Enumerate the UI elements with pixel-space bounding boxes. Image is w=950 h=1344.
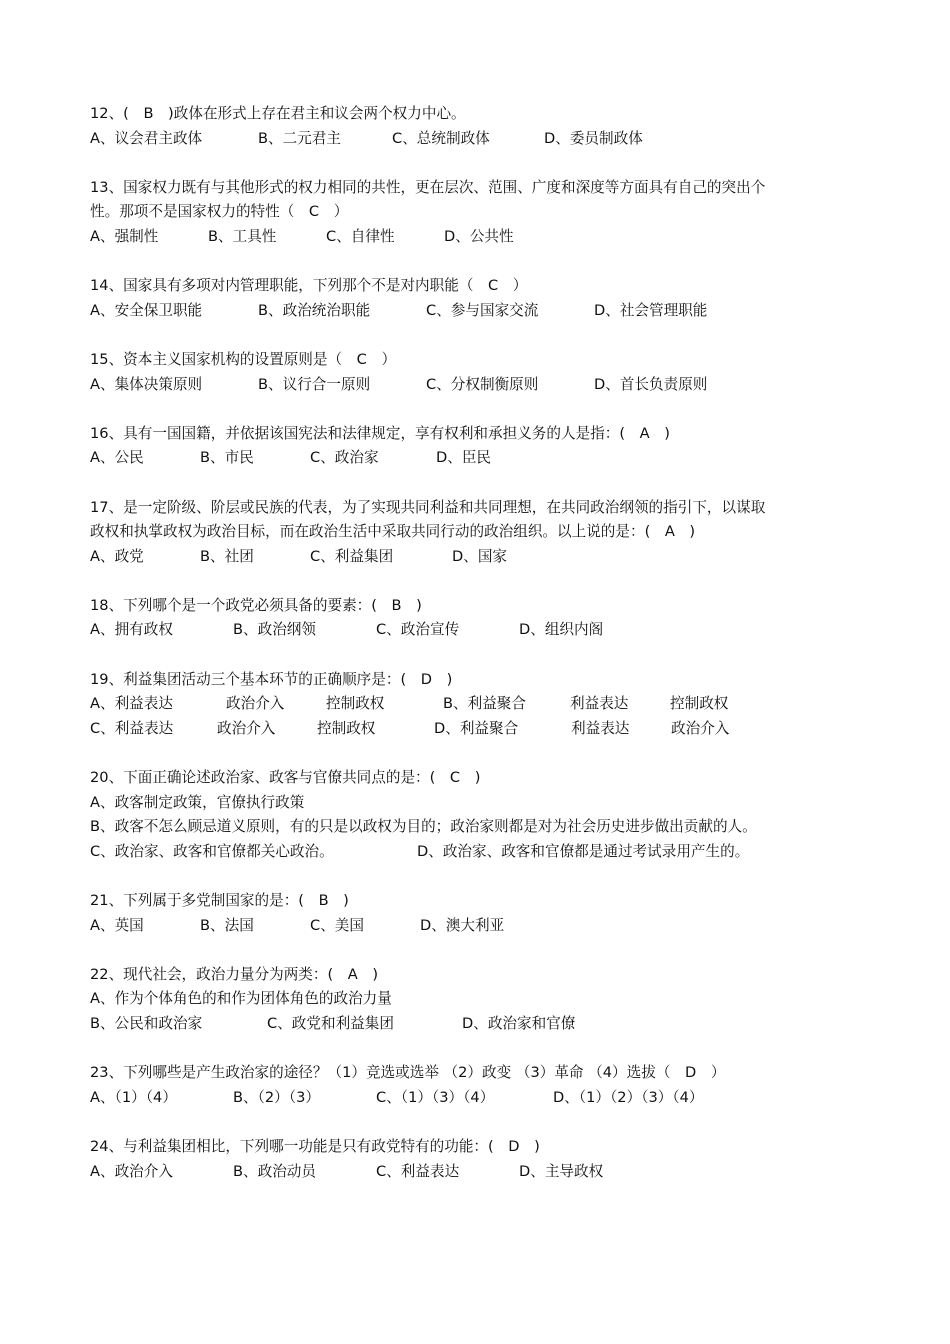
option-item: A、公民 — [90, 449, 144, 467]
question-text-line: B、政客不怎么顾忌道义原则，有的只是以政权为目的；政治家则都是对为社会历史进步做出贡献的人。 — [90, 818, 757, 836]
question-text: 20、下面正确论述政治家、政客与官僚共同点的是：( C ) — [90, 769, 481, 787]
option-item: B、市民 — [200, 449, 254, 467]
option-item: D、社会管理职能 — [594, 301, 708, 319]
option-item: D、公共性 — [444, 227, 514, 245]
option-item: D、委员制政体 — [544, 129, 643, 147]
option-item: A、英国 — [90, 916, 144, 934]
question-q12 — [90, 102, 880, 151]
options-row — [90, 1012, 880, 1037]
option-item: C、利益表达 — [376, 1162, 460, 1180]
question-text: 13、国家权力既有与其他形式的权力相同的共性，更在层次、范围、广度和深度等方面具有自己的突出个 — [90, 178, 766, 196]
question-q19 — [90, 668, 880, 742]
question-text: 12、( B )政体在形式上存在君主和议会两个权力中心。 — [90, 105, 466, 122]
options-row — [90, 914, 880, 939]
option-item: C、自律性 — [326, 227, 395, 245]
question-text-line: A、作为个体角色的和作为团体角色的政治力量 — [90, 990, 392, 1008]
question-text: 24、与利益集团相比，下列哪一功能是只有政党特有的功能：( D ) — [90, 1137, 540, 1155]
options-row — [90, 299, 880, 324]
options-row — [90, 618, 880, 643]
option-item: D、主导政权 — [519, 1162, 604, 1180]
option-item: 利益表达 — [571, 719, 630, 737]
option-item: D、政治家、政客和官僚都是通过考试录用产生的。 — [417, 842, 750, 860]
option-item: 控制政权 — [317, 719, 376, 737]
option-item: C、政治宣传 — [376, 621, 460, 639]
option-item: C、总统制政体 — [392, 129, 490, 147]
question-text: 21、下列属于多党制国家的是：( B ) — [90, 892, 349, 909]
option-item: A、拥有政权 — [90, 621, 173, 639]
options-row — [90, 446, 880, 471]
option-item: 控制政权 — [670, 695, 729, 713]
question-q21 — [90, 889, 880, 938]
question-text: 19、利益集团活动三个基本环节的正确顺序是：( D ) — [90, 670, 453, 688]
option-item: 利益表达 — [570, 695, 629, 713]
question-q23 — [90, 1061, 880, 1110]
question-q13 — [90, 176, 880, 250]
options-row — [90, 127, 880, 152]
question-text: 17、是一定阶级、阶层或民族的代表，为了实现共同利益和共同理想，在共同政治纲领的指引下，以谋取 — [90, 498, 766, 516]
question-q17 — [90, 496, 880, 570]
options-row — [90, 717, 880, 742]
option-item: C、美国 — [310, 916, 364, 934]
option-item: C、政党和利益集团 — [267, 1014, 394, 1032]
option-item: B、公民和政治家 — [90, 1014, 203, 1032]
option-item: A、集体决策原则 — [90, 375, 203, 393]
options-row — [90, 225, 880, 250]
question-q24 — [90, 1135, 880, 1184]
option-item: D、臣民 — [436, 449, 492, 467]
option-item: B、议行合一原则 — [258, 375, 371, 393]
question-q20 — [90, 766, 880, 864]
option-item: B、二元君主 — [258, 129, 341, 147]
option-item: A、议会君主政体 — [90, 129, 203, 147]
option-item: A、强制性 — [90, 227, 159, 245]
question-text: 14、国家具有多项对内管理职能，下列那个不是对内职能（ C ） — [90, 277, 528, 295]
option-item: B、利益聚合 — [443, 695, 526, 713]
option-item: C、参与国家交流 — [426, 301, 539, 319]
question-q22 — [90, 963, 880, 1037]
options-row — [90, 840, 880, 865]
option-item: C、政治家、政客和官僚都关心政治。 — [90, 842, 334, 860]
option-item: B、工具性 — [208, 227, 277, 245]
question-list — [90, 102, 880, 1209]
question-q18 — [90, 594, 880, 643]
question-text: 23、下列哪些是产生政治家的途径？（1）竞选或选举 （2）政变 （3）革命 （4）选拔（ D ） — [90, 1064, 726, 1082]
option-item: D、利益聚合 — [434, 719, 519, 737]
option-item: D、澳大利亚 — [420, 916, 505, 934]
option-item: C、（1）（3）（4） — [376, 1088, 495, 1106]
option-item: D、政治家和官僚 — [462, 1014, 576, 1032]
question-text-line: 政权和执掌政权为政治目标，而在政治生活中采取共同行动的政治组织。以上说的是：( A ) — [90, 523, 696, 541]
option-item: D、首长负责原则 — [594, 375, 708, 393]
option-item: B、（2）（3） — [233, 1088, 320, 1106]
option-item: A、利益表达 — [90, 695, 173, 713]
option-item: 控制政权 — [326, 695, 385, 713]
option-item: B、政治统治职能 — [258, 301, 371, 319]
option-item: C、利益表达 — [90, 719, 174, 737]
question-q15 — [90, 348, 880, 397]
option-item: 政治介入 — [217, 719, 276, 737]
question-q14 — [90, 274, 880, 323]
option-item: C、利益集团 — [310, 547, 394, 565]
options-row — [90, 1160, 880, 1185]
option-item: A、（1）（4） — [90, 1088, 177, 1106]
option-item: B、法国 — [200, 916, 254, 934]
option-item: D、（1）（2）（3）（4） — [553, 1088, 704, 1106]
options-row — [90, 692, 880, 717]
option-item: B、政治纲领 — [233, 621, 316, 639]
option-item: 政治介入 — [671, 719, 730, 737]
option-item: A、政党 — [90, 547, 144, 565]
options-row — [90, 373, 880, 398]
question-q16 — [90, 422, 880, 471]
option-item: B、政治动员 — [233, 1162, 316, 1180]
question-text: 16、具有一国国籍，并依据该国宪法和法律规定，享有权利和承担义务的人是指：( A ) — [90, 424, 670, 442]
option-item: B、社团 — [200, 547, 254, 565]
options-row — [90, 1086, 880, 1111]
option-item: A、政治介入 — [90, 1162, 173, 1180]
option-item: C、分权制衡原则 — [426, 375, 539, 393]
question-text: 15、资本主义国家机构的设置原则是（ C ） — [90, 350, 397, 368]
option-item: A、安全保卫职能 — [90, 301, 203, 319]
question-text-line: 性。那项不是国家权力的特性（ C ） — [90, 203, 349, 221]
option-item: 政治介入 — [226, 695, 285, 713]
option-item: C、政治家 — [310, 449, 379, 467]
options-row — [90, 545, 880, 570]
question-text-line: A、政客制定政策，官僚执行政策 — [90, 793, 305, 811]
question-text: 22、现代社会，政治力量分为两类：( A ) — [90, 965, 379, 983]
option-item: D、组织内阁 — [519, 621, 604, 639]
question-text: 18、下列哪个是一个政党必须具备的要素：( B ) — [90, 596, 422, 614]
option-item: D、国家 — [452, 547, 508, 565]
